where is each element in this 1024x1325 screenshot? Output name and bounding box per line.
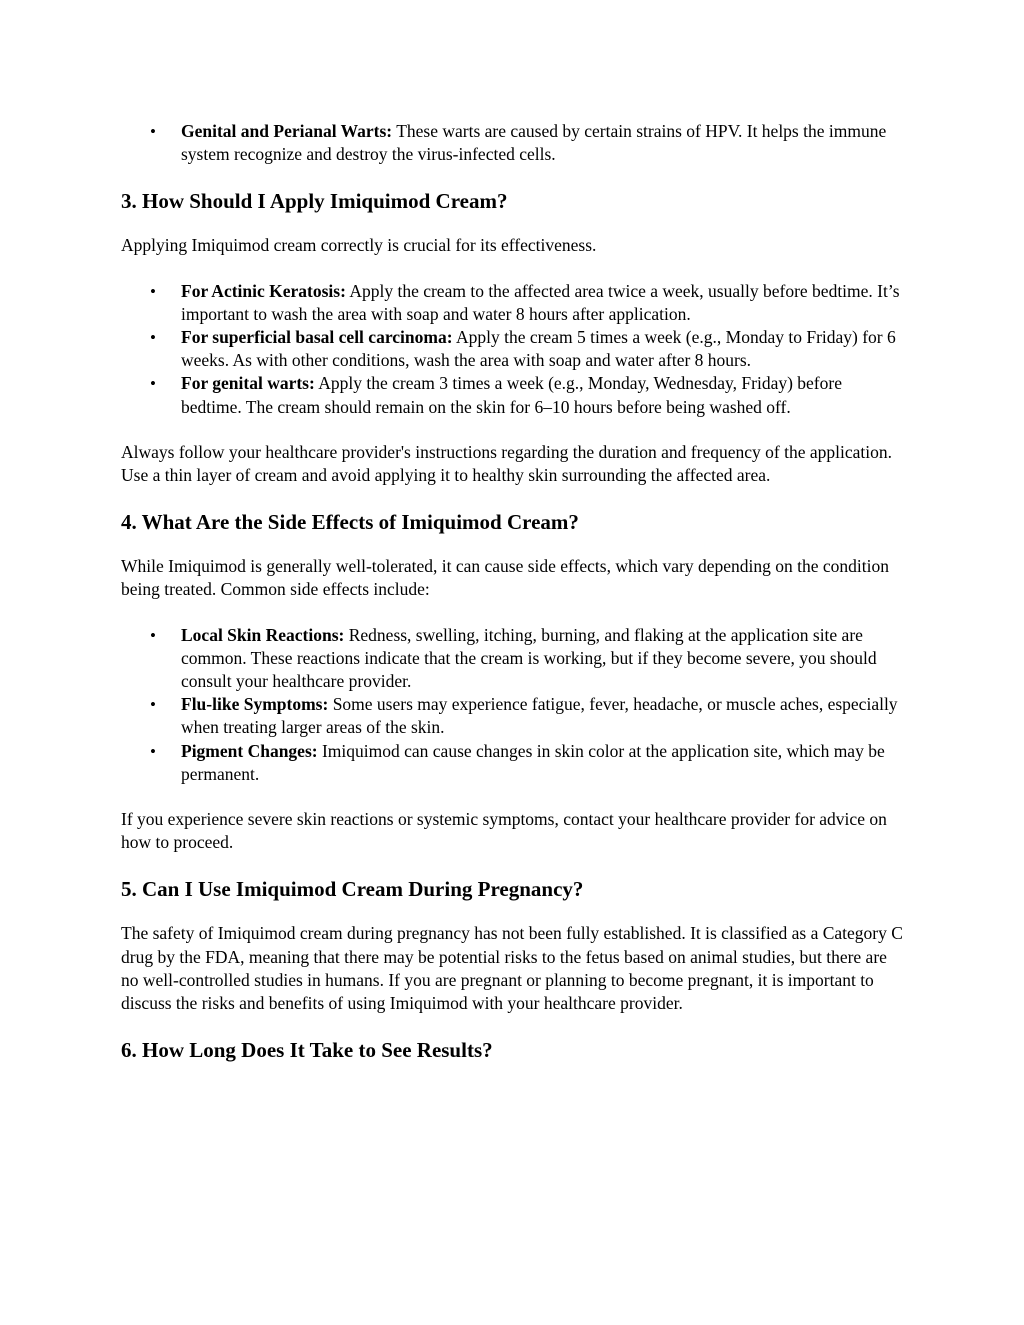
bullet-icon: • xyxy=(150,374,156,394)
bullet-text: Apply the cream to the affected area twice a week, usually before bedtime. It’s important to wash the area with soap and water 8 hours after application. xyxy=(181,280,900,324)
list-item xyxy=(150,326,906,372)
section4-outro: If you experience severe skin reactions or systemic symptoms, contact your healthcare provider for advice on how to proceed. xyxy=(121,809,887,853)
list-item xyxy=(150,120,906,166)
bullet-icon: • xyxy=(150,122,156,141)
section5-body: The safety of Imiquimod cream during pregnancy has not been fully established. It is classified as a Category C drug by the FDA, meaning that there may be potential risks to the fetus based on animal studies, but there are no well-controlled studies in humans. If you are pregnant or planning to become pregnant, it is important to discuss the risks and benefits of using Imiquimod with your healthcare provider. xyxy=(121,923,903,1014)
list-item xyxy=(150,740,906,786)
list-item xyxy=(150,693,906,739)
bullet-icon: • xyxy=(150,281,156,301)
bullet-text: Apply the cream 3 times a week (e.g., Monday, Wednesday, Friday) before bedtime. The cream should remain on the skin for 6–10 hours before being washed off. xyxy=(181,373,842,417)
bullet-term: Local Skin Reactions: xyxy=(181,624,345,645)
bullet-icon: • xyxy=(150,695,156,715)
section3-intro: Applying Imiquimod cream correctly is crucial for its effectiveness. xyxy=(121,235,597,256)
bullet-term: Pigment Changes: xyxy=(181,740,318,761)
list-item xyxy=(150,624,906,694)
list-item xyxy=(150,372,906,418)
bullet-term: For superficial basal cell carcinoma: xyxy=(181,327,453,348)
section5-heading: 5. Can I Use Imiquimod Cream During Pregnancy? xyxy=(121,877,584,902)
list-item xyxy=(150,280,906,326)
section6-heading: 6. How Long Does It Take to See Results? xyxy=(121,1038,493,1063)
bullet-term: Flu-like Symptoms: xyxy=(181,694,329,715)
section4-intro: While Imiquimod is generally well-tolerated, it can cause side effects, which vary depending on the condition being treated. Common side effects include: xyxy=(121,556,889,600)
bullet-text: Apply the cream 5 times a week (e.g., Monday to Friday) for 6 weeks. As with other conditions, wash the area with soap and water after 8 hours. xyxy=(181,327,896,371)
section3-bullet-list xyxy=(121,280,906,419)
bullet-icon: • xyxy=(150,625,156,645)
bullet-icon: • xyxy=(150,741,156,761)
bullet-text: These warts are caused by certain strains of HPV. It helps the immune system recognize and destroy the virus-infected cells. xyxy=(181,121,887,165)
section3-outro: Always follow your healthcare provider's instructions regarding the duration and frequency of the application. Use a thin layer of cream and avoid applying it to healthy skin surrounding the affected area. xyxy=(121,441,892,486)
section4-heading: 4. What Are the Side Effects of Imiquimod Cream? xyxy=(121,510,579,535)
bullet-term: For genital warts: xyxy=(181,373,315,394)
section3-heading: 3. How Should I Apply Imiquimod Cream? xyxy=(121,189,508,214)
section2-bullet-list xyxy=(121,120,906,166)
bullet-text: Some users may experience fatigue, fever, headache, or muscle aches, especially when treating larger areas of the skin. xyxy=(181,694,898,738)
section4-bullet-list xyxy=(121,624,906,786)
bullet-text: Redness, swelling, itching, burning, and flaking at the application site are common. These reactions indicate that the cream is working, but if they become severe, you should consult your healthcare provider. xyxy=(181,624,877,692)
bullet-term: Genital and Perianal Warts: xyxy=(181,121,393,141)
document-page xyxy=(121,120,906,1063)
bullet-icon: • xyxy=(150,328,156,348)
bullet-text: Imiquimod can cause changes in skin color at the application site, which may be permanent. xyxy=(181,740,885,784)
bullet-term: For Actinic Keratosis: xyxy=(181,280,346,301)
